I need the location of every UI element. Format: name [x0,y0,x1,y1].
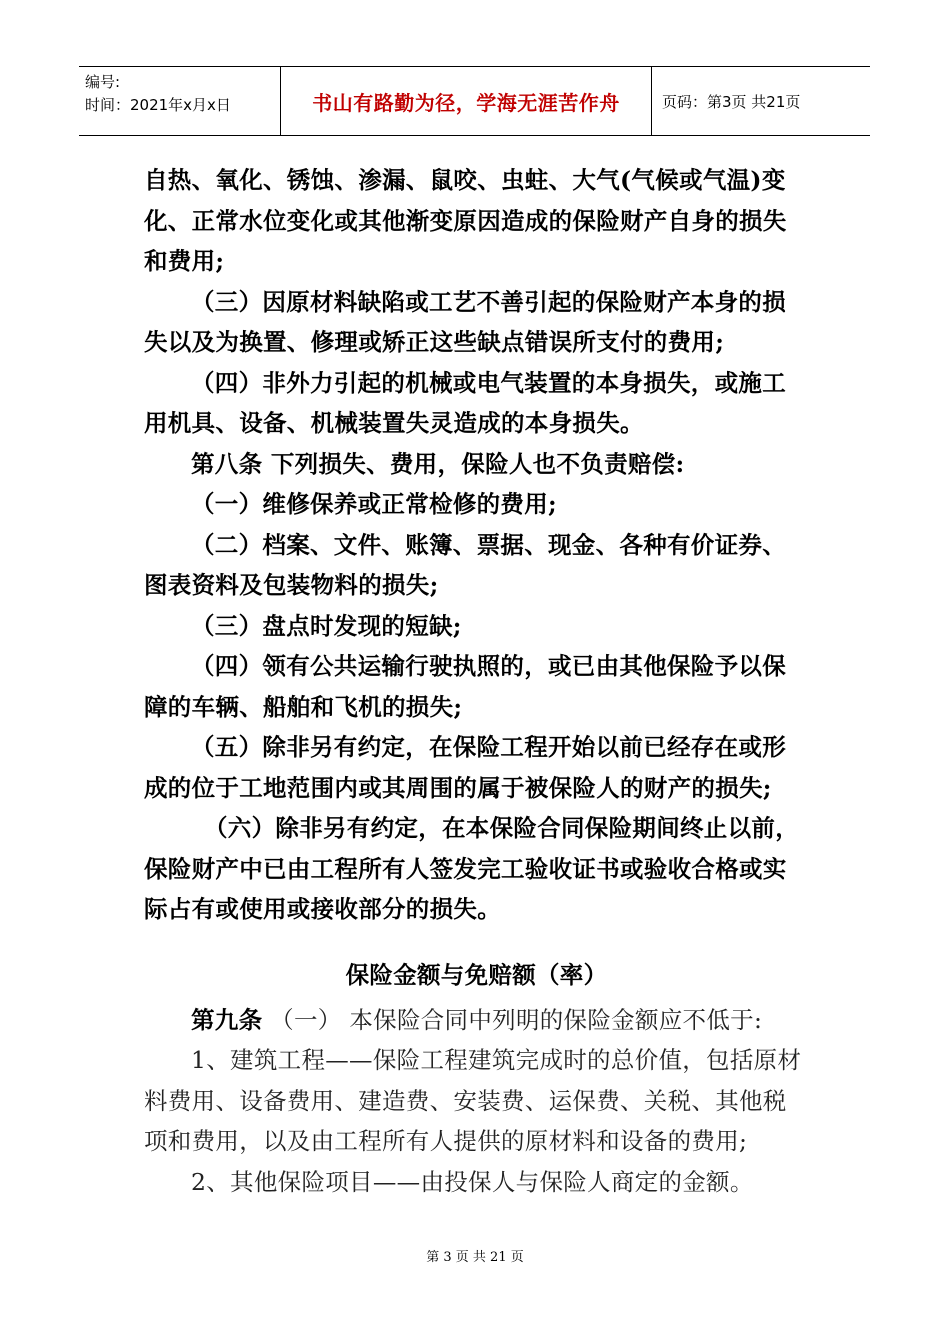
page-header [79,66,870,136]
paragraph: （一）维修保养或正常检修的费用; [191,490,557,518]
time-label: 时间：2021年x月x日 [85,96,231,114]
article-9-text: （一） 本保险合同中列明的保险金额应不低于: [262,1005,763,1034]
main-text [144,160,809,930]
paragraph: （四）非外力引起的机械或电气装置的本身损失，或施工用机具、设备、机械装置失灵造成的本身损失。 [144,368,786,437]
article-8: 第八条 下列损失、费用，保险人也不负责赔偿: [191,449,685,478]
article-9 [144,1000,809,1041]
paragraph: （四）领有公共运输行驶执照的，或已由其他保险予以保障的车辆、船舶和飞机的损失; [144,652,786,721]
paragraph: （三）盘点时发现的短缺; [191,611,462,640]
item-2: 2、其他保险项目——由投保人与保险人商定的金额。 [191,1167,754,1196]
paragraph: （五）除非另有约定，在保险工程开始以前已经存在或形成的位于工地范围内或其周围的属于被保险人的财产的损失; [144,733,786,802]
article-9-label: 第九条 [191,1005,263,1034]
page-footer: 第 3 页 共 21 页 [426,1250,524,1265]
paragraph: （三）因原材料缺陷或工艺不善引起的保险财产本身的损失以及为换置、修理或矫正这些缺点错误所支付的费用; [144,287,786,356]
header-page-info: 页码：第3页 共21页 [662,92,801,111]
section-heading: 保险金额与免赔额（率） [345,961,608,989]
paragraph: （六）除非另有约定，在本保险合同保险期间终止以前，保险财产中已由工程所有人签发完工验收证书或验收合格或实际占有或使用或接收部分的损失。 [144,814,799,923]
section-insured-amount [144,955,809,1202]
header-motto: 书山有路勤为径，学海无涯苦作舟 [281,67,652,135]
paragraph: （二）档案、文件、账簿、票据、现金、各种有价证券、图表资料及包装物料的损失; [144,530,786,599]
item-1: 1、建筑工程——保险工程建筑完成时的总价值，包括原材料费用、设备费用、建造费、安装费、运保费、关税、其他税项和费用，以及由工程所有人提供的原材料和设备的费用; [144,1046,802,1155]
header-meta [79,67,281,135]
paragraph: 自热、氧化、锈蚀、渗漏、鼠咬、虫蛀、大气(气候或气温)变化、正常水位变化或其他渐变原因造成的保险财产自身的损失和费用; [144,166,787,275]
number-label: 编号: [85,73,121,91]
